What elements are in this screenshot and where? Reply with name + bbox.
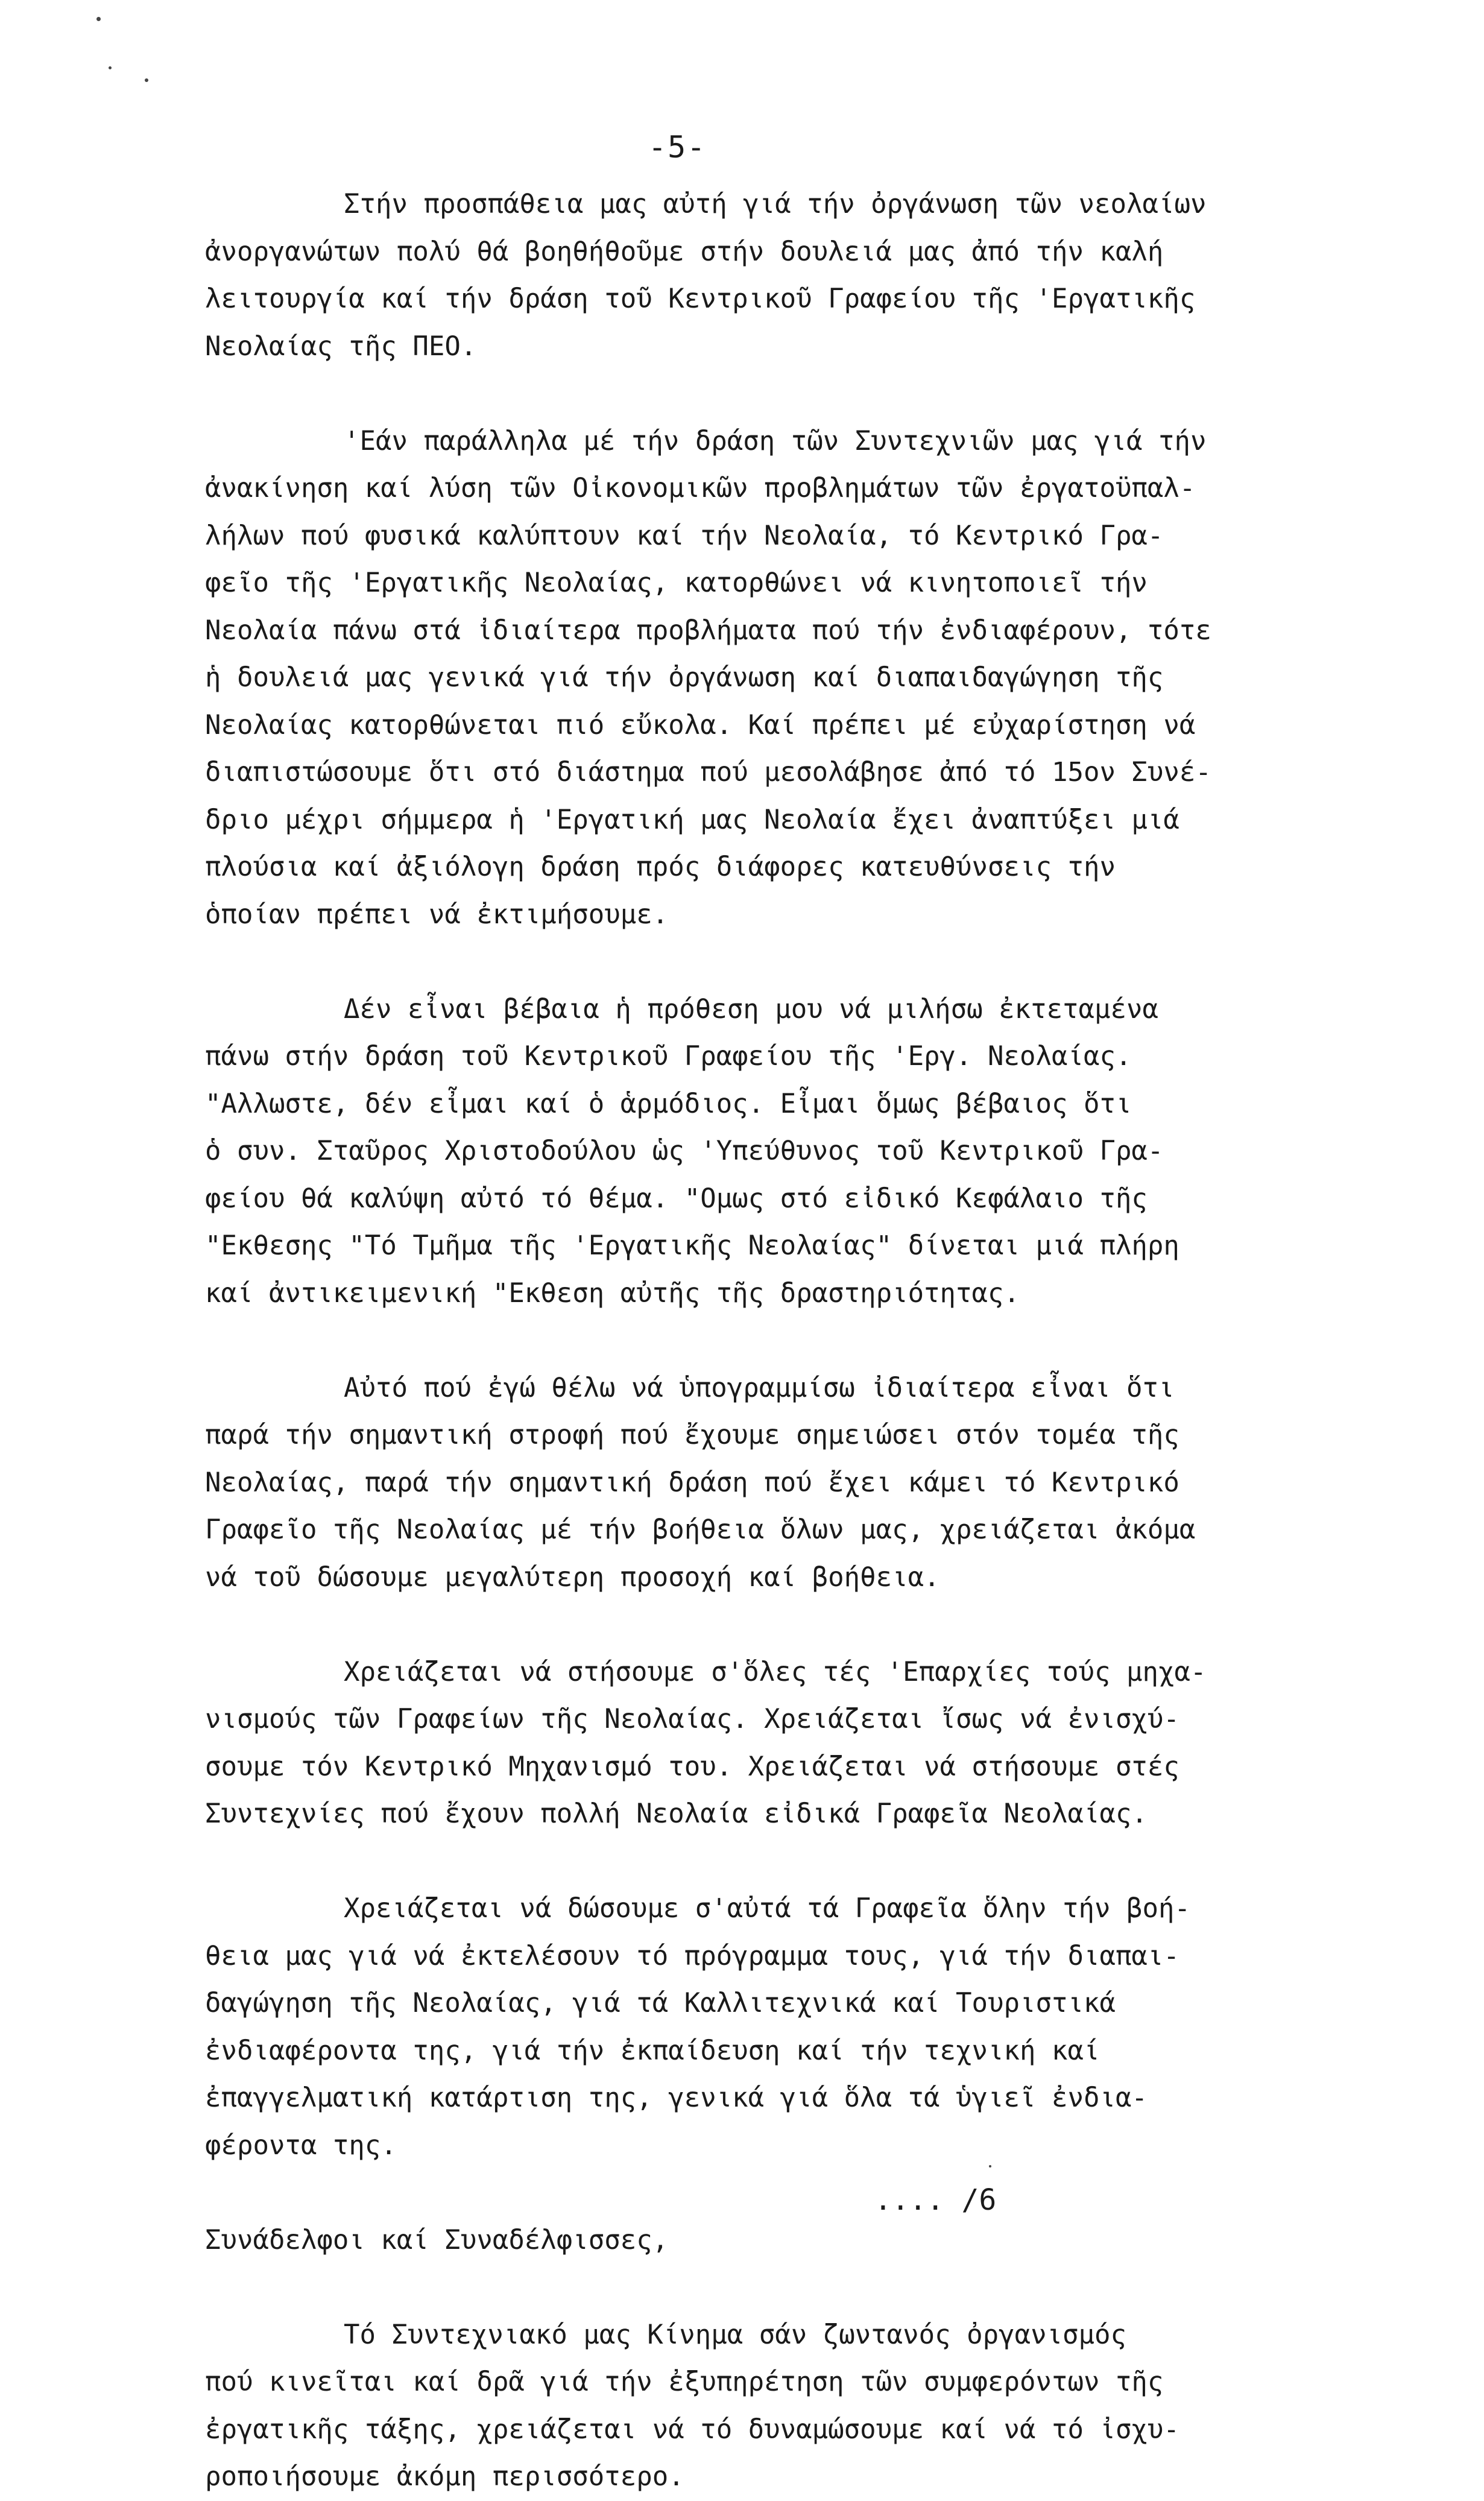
paragraph <box>205 986 1339 1318</box>
text-line: Νεολαίας τῆς ΠΕΟ. <box>205 330 477 362</box>
paragraph <box>205 2312 1339 2501</box>
text-line: Αὐτό πού ἐγώ θέλω νά ὑπογραμμίσω ἰδιαίτερα εἶναι ὅτι <box>344 1372 1175 1403</box>
text-line: 'Εάν παράλληλα μέ τήν δράση τῶν Συντεχνιῶν μας γιά τήν <box>344 425 1207 457</box>
text-line: ἐργατικῆς τάξης, χρειάζεται νά τό δυναμώσουμε καί νά τό ἰσχυ- <box>205 2414 1179 2445</box>
text-line: "Αλλωστε, δέν εἶμαι καί ὁ ἁρμόδιος. Εἶμαι ὅμως βέβαιος ὅτι <box>205 1088 1132 1119</box>
text-line: Χρειάζεται νά δώσουμε σ'αὐτά τά Γραφεῖα ὅλην τήν βοή- <box>344 1893 1190 1924</box>
text-line: λειτουργία καί τήν δράση τοῦ Κεντρικοῦ Γραφείου τῆς 'Εργατικῆς <box>205 283 1196 314</box>
text-line: θεια μας γιά νά ἐκτελέσουν τό πρόγραμμα τους, γιά τήν διαπαι- <box>205 1940 1179 1971</box>
text-line: πλούσια καί ἀξιόλογη δράση πρός διάφορες κατευθύνσεις τήν <box>205 852 1116 882</box>
text-line: Συντεχνίες πού ἔχουν πολλή Νεολαία εἰδικά Γραφεῖα Νεολαίας. <box>205 1798 1148 1829</box>
text-line: φεῖο τῆς 'Εργατικῆς Νεολαίας, κατορθώνει νά κινητοποιεῖ τήν <box>205 568 1148 598</box>
paragraph <box>205 1885 1339 2169</box>
text-line: Στήν προσπάθεια μας αὐτή γιά τήν ὀργάνωση τῶν νεολαίων <box>344 189 1207 220</box>
text-line: φείου θά καλύψη αὐτό τό θέμα. "Ομως στό εἰδικό Κεφάλαιο τῆς <box>205 1183 1148 1214</box>
text-line: ἐνδιαφέροντα της, γιά τήν ἐκπαίδευση καί τήν τεχνική καί <box>205 2035 1100 2066</box>
text-line: σουμε τόν Κεντρικό Μηχανισμό του. Χρειάζεται νά στήσουμε στές <box>205 1751 1179 1782</box>
text-line: ἀνακίνηση καί λύση τῶν Οἰκονομικῶν προβλημάτων τῶν ἐργατοϋπαλ- <box>205 473 1196 504</box>
text-line: Τό Συντεχνιακό μας Κίνημα σάν ζωντανός ὀργανισμός <box>344 2319 1127 2350</box>
text-line: Νεολαία πάνω στά ἰδιαίτερα προβλήματα πού τήν ἐνδιαφέρουν, τότε <box>205 615 1211 646</box>
text-line: παρά τήν σημαντική στροφή πού ἔχουμε σημειώσει στόν τομέα τῆς <box>205 1420 1179 1450</box>
text-line: φέροντα της. <box>205 2129 397 2161</box>
scan-speck <box>145 78 148 82</box>
document-body <box>205 181 1339 2501</box>
text-line: Νεολαίας, παρά τήν σημαντική δράση πού ἔχει κάμει τό Κεντρικό <box>205 1467 1179 1498</box>
text-line: ὁποίαν πρέπει νά ἐκτιμήσουμε. <box>205 899 669 930</box>
paragraph <box>205 1365 1339 1602</box>
scan-speck <box>96 17 101 21</box>
scan-speck <box>989 2165 991 2167</box>
text-line: Δέν εἶναι βέβαια ἡ πρόθεση μου νά μιλήσω ἐκτεταμένα <box>344 993 1159 1025</box>
text-line: ἡ δουλειά μας γενικά γιά τήν ὀργάνωση καί διαπαιδαγώγηση τῆς <box>205 662 1164 693</box>
text-line: πάνω στήν δράση τοῦ Κεντρικοῦ Γραφείου τῆς 'Εργ. Νεολαίας. <box>205 1041 1132 1072</box>
text-line: "Εκθεσης "Τό Τμῆμα τῆς 'Εργατικῆς Νεολαίας" δίνεται μιά πλήρη <box>205 1230 1179 1261</box>
text-line: Νεολαίας κατορθώνεται πιό εὔκολα. Καί πρέπει μέ εὐχαρίστηση νά <box>205 709 1196 741</box>
text-line: διαπιστώσουμε ὅτι στό διάστημα πού μεσολάβησε ἀπό τό 15ον Συνέ- <box>205 757 1211 788</box>
text-line: ὁ συν. Σταῦρος Χριστοδούλου ὡς 'Υπεύθυνος τοῦ Κεντρικοῦ Γρα- <box>205 1136 1164 1166</box>
scan-speck <box>109 66 112 69</box>
paragraph <box>205 1649 1339 1838</box>
text-line: Χρειάζεται νά στήσουμε σ'ὅλες τές 'Επαρχίες τούς μηχα- <box>344 1656 1207 1687</box>
text-line: νά τοῦ δώσουμε μεγαλύτερη προσοχή καί βοήθεια. <box>205 1561 940 1593</box>
continuation-marker: .... /6 <box>874 2183 997 2217</box>
page-number: -5- <box>648 130 707 165</box>
text-line: Γραφεῖο τῆς Νεολαίας μέ τήν βοήθεια ὅλων μας, χρειάζεται ἀκόμα <box>205 1514 1196 1545</box>
text-line: Συνάδελφοι καί Συναδέλφισσες, <box>205 2224 669 2256</box>
text-line: δαγώγηση τῆς Νεολαίας, γιά τά Καλλιτεχνικά καί Τουριστικά <box>205 1988 1116 2019</box>
text-line: νισμούς τῶν Γραφείων τῆς Νεολαίας. Χρειάζεται ἴσως νά ἐνισχύ- <box>205 1704 1179 1734</box>
paragraph <box>205 418 1339 939</box>
paragraph <box>205 181 1339 370</box>
text-line: λήλων πού φυσικά καλύπτουν καί τήν Νεολαία, τό Κεντρικό Γρα- <box>205 520 1164 551</box>
text-line: ροποιήσουμε ἀκόμη περισσότερο. <box>205 2461 684 2492</box>
text-line: πού κινεῖται καί δρᾶ γιά τήν ἐξυπηρέτηση τῶν συμφερόντων τῆς <box>205 2367 1164 2397</box>
text-line: καί ἀντικειμενική "Εκθεση αὐτῆς τῆς δραστηριότητας. <box>205 1277 1020 1309</box>
text-line: ἐπαγγελματική κατάρτιση της, γενικά γιά ὅλα τά ὑγιεῖ ἐνδια- <box>205 2082 1148 2113</box>
paragraph <box>205 2217 1339 2265</box>
text-line: ἀνοργανώτων πολύ θά βοηθήθοῦμε στήν δουλειά μας ἀπό τήν καλή <box>205 236 1164 267</box>
text-line: δριο μέχρι σήμμερα ἡ 'Εργατική μας Νεολαία ἔχει ἀναπτύξει μιά <box>205 804 1179 835</box>
